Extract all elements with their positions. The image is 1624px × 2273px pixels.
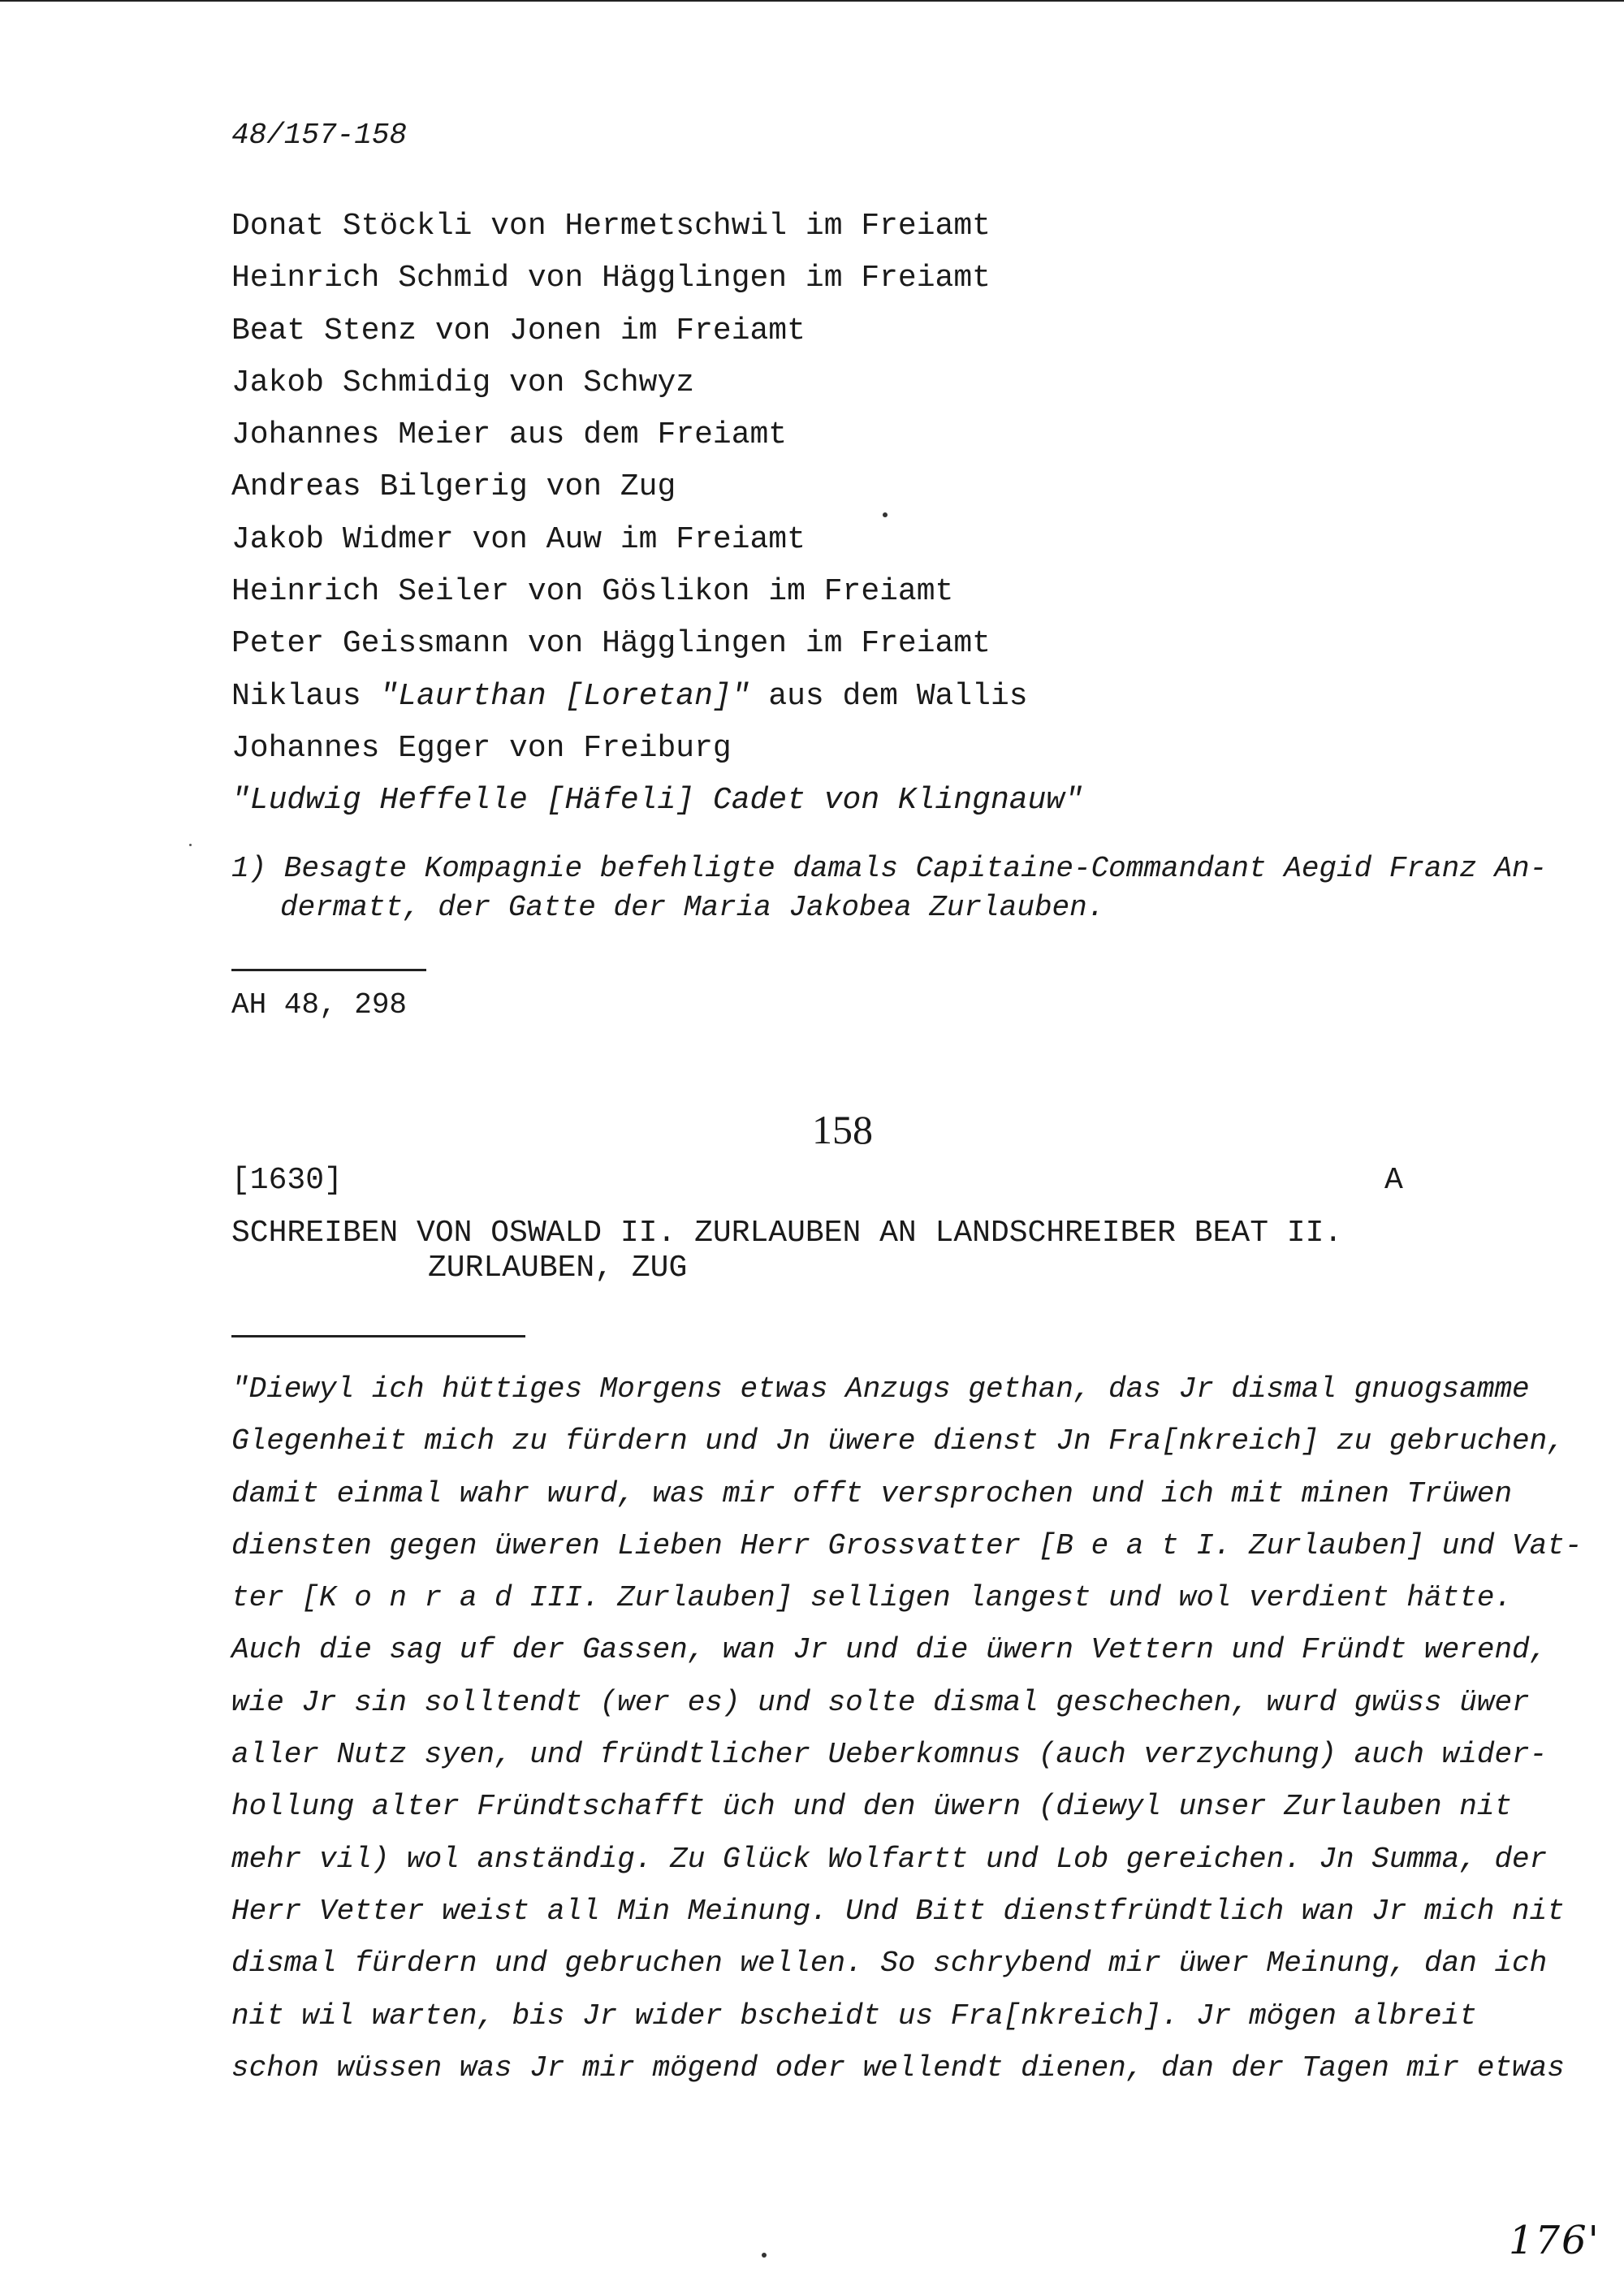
source-reference: AH 48, 298 [231, 988, 408, 1022]
body-line: mehr vil) wol anständig. Zu Glück Wolfartt und Lob gereichen. Jn Summa, der [231, 1842, 1548, 1876]
name-entry: Johannes Egger von Freiburg [231, 730, 732, 766]
name-entry: Donat Stöckli von Hermetschwil im Freiamt [231, 209, 991, 244]
body-line: aller Nutz syen, und fründtlicher Ueberkomnus (auch verzychung) auch wider- [231, 1738, 1548, 1772]
title-divider [231, 1335, 525, 1337]
section-divider [231, 969, 426, 971]
name-entry [231, 675, 1083, 727]
name-entry: Heinrich Schmid von Hägglingen im Freiamt [231, 261, 991, 296]
document-letter-marker: A [1384, 1163, 1403, 1198]
body-line: Auch die sag uf der Gassen, wan Jr und die üwern Vettern und Fründt werend, [231, 1633, 1548, 1667]
name-italic-part: "Laurthan [Loretan]" [379, 678, 750, 714]
footnote-line: 1) Besagte Kompagnie befehligte damals Capitaine-Commandant Aegid Franz An- [231, 852, 1548, 885]
body-line: Glegenheit mich zu fürdern und Jn üwere dienst Jn Fra[nkreich] zu gebruchen, [231, 1424, 1565, 1458]
name-entry: Andreas Bilgerig von Zug [231, 469, 676, 505]
name-entry-quoted: "Ludwig Heffelle [Häfeli] Cadet von Klingnauw" [231, 783, 1083, 819]
body-line: "Diewyl ich hüttiges Morgens etwas Anzugs gethan, das Jr dismal gnuogsamme [231, 1372, 1530, 1406]
speck-mark [762, 2253, 767, 2258]
footnote-line [231, 888, 1547, 927]
name-entry: Jakob Schmidig von Schwyz [231, 365, 695, 400]
body-line: diensten gegen üweren Lieben Herr Grossvatter [B e a t I. Zurlauben] und Vat- [231, 1528, 1583, 1562]
speck-mark [883, 512, 888, 517]
footnote-line-continued: dermatt, der Gatte der Maria Jakobea Zurlauben. [280, 891, 1105, 924]
names-list [231, 205, 1083, 832]
document-number: 158 [812, 1107, 873, 1152]
name-prefix: Niklaus [231, 678, 380, 714]
body-line: schon wüssen was Jr mir mögend oder wellendt dienen, dan der Tagen mir etwas [231, 2050, 1565, 2085]
body-line: damit einmal wahr wurd, was mir offt versprochen und ich mit minen Trüwen [231, 1476, 1513, 1510]
document-title: SCHREIBEN VON OSWALD II. ZURLAUBEN AN LANDSCHREIBER BEAT II. [231, 1216, 1343, 1251]
name-entry: Peter Geissmann von Hägglingen im Freiamt [231, 626, 991, 662]
name-entry: Heinrich Seiler von Göslikon im Freiamt [231, 574, 954, 610]
name-entry: Beat Stenz von Jonen im Freiamt [231, 313, 806, 348]
name-entry: Jakob Widmer von Auw im Freiamt [231, 521, 806, 557]
name-entry: Johannes Meier aus dem Freiamt [231, 417, 788, 453]
body-line: wie Jr sin solltendt (wer es) und solte dismal geschechen, wurd gwüss üwer [231, 1685, 1530, 1719]
body-line: Herr Vetter weist all Min Meinung. Und Bitt dienstfründtlich wan Jr mich nit [231, 1894, 1565, 1928]
page-top-border [0, 0, 1624, 2]
body-line: hollung alter Fründtschafft üch und den üwern (diewyl unser Zurlauben nit [231, 1790, 1513, 1824]
name-suffix: aus dem Wallis [749, 678, 1028, 714]
document-year: [1630] [231, 1163, 343, 1198]
handwritten-page-note: 176' [1509, 2218, 1600, 2263]
page-reference: 48/157-158 [231, 119, 408, 152]
body-line: ter [K o n r a d III. Zurlauben] selligen langest und wol verdient hätte. [231, 1581, 1513, 1615]
speck-mark [189, 844, 192, 846]
footnote [231, 849, 1547, 927]
body-line: nit wil warten, bis Jr wider bscheidt us Fra[nkreich]. Jr mögen albreit [231, 1999, 1477, 2033]
body-line: dismal fürdern und gebruchen wellen. So schrybend mir üwer Meinung, dan ich [231, 1947, 1548, 1981]
document-title-continued: ZURLAUBEN, ZUG [428, 1251, 688, 1286]
letter-body [231, 1368, 1582, 2099]
